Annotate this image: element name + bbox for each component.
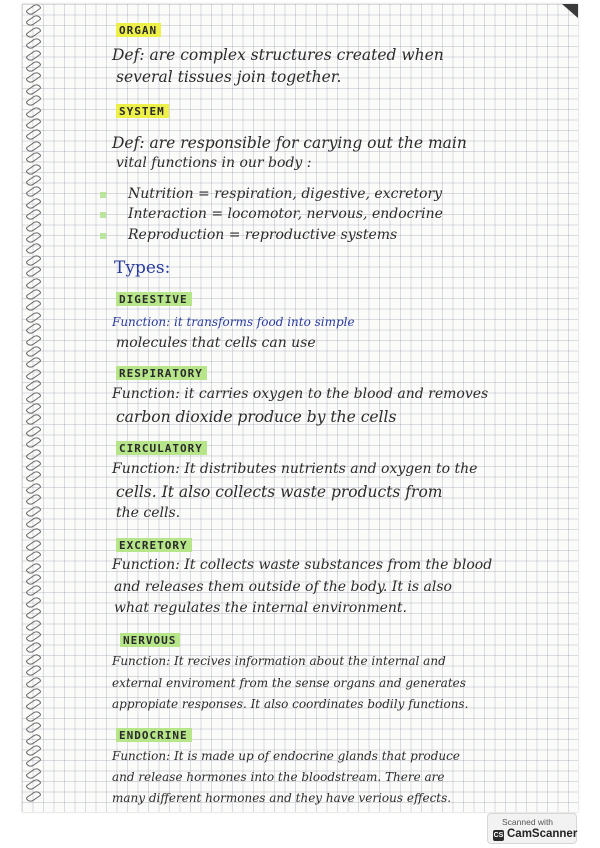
spiral-ring bbox=[25, 595, 41, 609]
spiral-ring bbox=[25, 401, 41, 415]
spiral-ring bbox=[25, 344, 41, 358]
organ-definition-line-1: Def: are complex structures created when bbox=[112, 46, 444, 64]
system-bullet-interaction: Interaction = locomotor, nervous, endocrine bbox=[128, 206, 443, 222]
spiral-ring bbox=[25, 390, 41, 404]
organ-definition-line-2: several tissues join together. bbox=[116, 68, 342, 86]
spiral-ring bbox=[25, 493, 41, 507]
spiral-ring bbox=[25, 572, 41, 586]
spiral-ring bbox=[25, 94, 41, 108]
digestive-line-2: molecules that cells can use bbox=[116, 335, 316, 351]
spiral-ring bbox=[25, 310, 41, 324]
spiral-ring bbox=[25, 367, 41, 381]
spiral-ring bbox=[25, 230, 41, 244]
spiral-ring bbox=[25, 458, 41, 472]
spiral-ring bbox=[25, 219, 41, 233]
type-heading-circulatory: CIRCULATORY bbox=[116, 441, 207, 455]
excretory-line-3: what regulates the internal environment. bbox=[114, 600, 407, 616]
system-bullet-nutrition: Nutrition = respiration, digestive, excretory bbox=[128, 186, 443, 202]
bullet-marker bbox=[100, 192, 106, 198]
spiral-ring bbox=[25, 162, 41, 176]
excretory-line-1: Function: It collects waste substances from the blood bbox=[112, 557, 493, 573]
digestive-line-1: Function: it transforms food into simple bbox=[112, 315, 355, 329]
circulatory-line-3: the cells. bbox=[116, 505, 181, 521]
spiral-ring bbox=[25, 481, 41, 495]
spiral-ring bbox=[25, 196, 41, 210]
spiral-ring bbox=[25, 322, 41, 336]
spiral-ring bbox=[25, 686, 41, 700]
type-heading-excretory: EXCRETORY bbox=[116, 538, 192, 552]
spiral-ring bbox=[25, 379, 41, 393]
spiral-ring bbox=[25, 356, 41, 370]
circulatory-line-1: Function: It distributes nutrients and oxygen to the bbox=[112, 461, 478, 477]
spiral-ring bbox=[25, 504, 41, 518]
spiral-ring bbox=[25, 253, 41, 267]
spiral-ring bbox=[25, 607, 41, 621]
spiral-ring bbox=[25, 208, 41, 222]
spiral-ring bbox=[25, 561, 41, 575]
spiral-ring bbox=[25, 333, 41, 347]
spiral-ring bbox=[25, 789, 41, 803]
spiral-ring bbox=[25, 629, 41, 643]
type-heading-endocrine: ENDOCRINE bbox=[116, 728, 192, 742]
spiral-ring bbox=[25, 413, 41, 427]
nervous-line-3: appropiate responses. It also coordinates bodily functions. bbox=[112, 697, 469, 711]
spiral-ring bbox=[25, 743, 41, 757]
spiral-ring bbox=[25, 82, 41, 96]
organ-heading: ORGAN bbox=[116, 23, 161, 37]
spiral-ring bbox=[25, 424, 41, 438]
spiral-ring bbox=[25, 436, 41, 450]
spiral-ring bbox=[25, 242, 41, 256]
spiral-ring bbox=[25, 778, 41, 792]
circulatory-line-2: cells. It also collects waste products from bbox=[116, 483, 443, 501]
camscanner-badge bbox=[487, 813, 577, 844]
spiral-ring bbox=[25, 732, 41, 746]
nervous-line-1: Function: It recives information about the internal and bbox=[112, 654, 446, 668]
spiral-ring bbox=[25, 14, 41, 28]
spiral-ring bbox=[25, 675, 41, 689]
respiratory-line-1: Function: it carries oxygen to the blood and removes bbox=[112, 386, 489, 402]
spiral-ring bbox=[25, 139, 41, 153]
spiral-ring bbox=[25, 721, 41, 735]
spiral-ring bbox=[25, 755, 41, 769]
system-bullet-reproduction: Reproduction = reproductive systems bbox=[128, 227, 398, 243]
spiral-ring bbox=[25, 664, 41, 678]
spiral-ring bbox=[25, 276, 41, 290]
spiral-ring bbox=[25, 527, 41, 541]
nervous-line-2: external enviroment from the sense organs and generates bbox=[112, 676, 466, 690]
spiral-ring bbox=[25, 766, 41, 780]
bullet-marker bbox=[100, 233, 106, 239]
type-heading-respiratory: RESPIRATORY bbox=[116, 366, 207, 380]
spiral-ring bbox=[25, 48, 41, 62]
spiral-ring bbox=[25, 584, 41, 598]
spiral-ring bbox=[25, 128, 41, 142]
spiral-ring bbox=[25, 265, 41, 279]
endocrine-line-1: Function: It is made up of endocrine glands that produce bbox=[112, 749, 460, 763]
endocrine-line-3: many different hormones and they have verious effects. bbox=[112, 791, 452, 805]
spiral-ring bbox=[25, 447, 41, 461]
spiral-ring bbox=[25, 709, 41, 723]
types-label: Types: bbox=[114, 258, 171, 278]
spiral-ring bbox=[25, 116, 41, 130]
spiral-ring bbox=[25, 287, 41, 301]
spiral-ring bbox=[25, 550, 41, 564]
respiratory-line-2: carbon dioxide produce by the cells bbox=[116, 408, 397, 426]
spiral-ring bbox=[25, 641, 41, 655]
spiral-ring bbox=[25, 71, 41, 85]
system-heading: SYSTEM bbox=[116, 104, 169, 118]
camscanner-logo-icon: CS bbox=[493, 832, 504, 839]
system-definition-line-2: vital functions in our body : bbox=[116, 155, 312, 171]
spiral-ring bbox=[25, 25, 41, 39]
spiral-ring bbox=[25, 151, 41, 165]
camscanner-app-name: CamScanner bbox=[507, 828, 578, 840]
spiral-ring bbox=[25, 37, 41, 51]
type-heading-digestive: DIGESTIVE bbox=[116, 292, 192, 306]
spiral-ring bbox=[25, 105, 41, 119]
scanned-with-label: Scanned with bbox=[502, 817, 554, 827]
spiral-ring bbox=[25, 173, 41, 187]
spiral-ring bbox=[25, 515, 41, 529]
spiral-ring bbox=[25, 538, 41, 552]
spiral-ring bbox=[25, 185, 41, 199]
endocrine-line-2: and release hormones into the bloodstream. There are bbox=[112, 770, 445, 784]
spiral-ring bbox=[25, 618, 41, 632]
excretory-line-2: and releases them outside of the body. It is also bbox=[114, 579, 452, 595]
spiral-ring bbox=[25, 698, 41, 712]
type-heading-nervous: NERVOUS bbox=[120, 633, 180, 647]
spiral-ring bbox=[25, 299, 41, 313]
bullet-marker bbox=[100, 212, 106, 218]
system-definition-line-1: Def: are responsible for carying out the main bbox=[112, 134, 467, 152]
spiral-ring bbox=[25, 470, 41, 484]
spiral-ring bbox=[25, 652, 41, 666]
spiral-ring bbox=[25, 59, 41, 73]
spiral-binding bbox=[22, 6, 44, 810]
